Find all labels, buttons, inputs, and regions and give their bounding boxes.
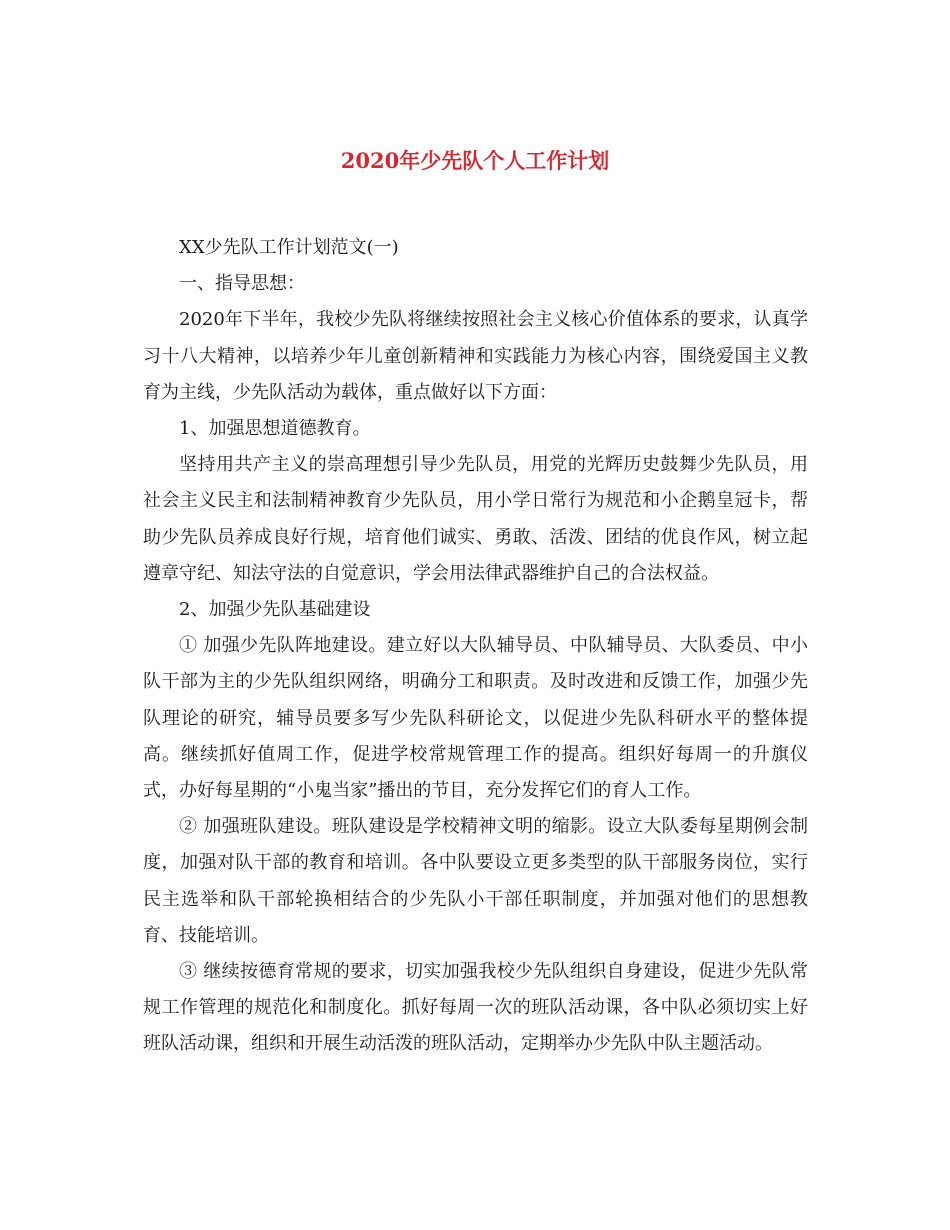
paragraph-item-3: ③ 继续按德育常规的要求，切实加强我校少先队组织自身建设，促进少先队常规工作管理的规范化和制度化。抓好每周一次的班队活动课，各中队必须切实上好班队活动课，组织和开展生动活泼的班队活动，定期举办少先队中队主题活动。 — [143, 961, 808, 1055]
document-title: 2020年少先队个人工作计划 — [340, 148, 610, 173]
document-body — [143, 230, 808, 1063]
paragraph-heading-basic-construction: 2、加强少先队基础建设 — [179, 599, 371, 621]
paragraph-subtitle: XX少先队工作计划范文(一) — [179, 237, 399, 258]
paragraph-heading-moral-education: 1、加强思想道德教育。 — [179, 418, 371, 440]
paragraph-moral-education: 坚持用共产主义的崇高理想引导少先队员，用党的光辉历史鼓舞少先队员，用社会主义民主和法制精神教育少先队员，用小学日常行为规范和小企鹅皇冠卡，帮助少先队员养成良好行规，培育他们诚实、勇敢、活泼、团结的优良作风，树立起遵章守纪、知法守法的自觉意识，学会用法律武器维护自己的合法权益。 — [143, 454, 808, 584]
paragraph-heading-guiding-thought: 一、指导思想： — [179, 273, 305, 295]
paragraph-item-1: ① 加强少先队阵地建设。建立好以大队辅导员、中队辅导员、大队委员、中小队干部为主的少先队组织网络，明确分工和职责。及时改进和反馈工作，加强少先队理论的研究，辅导员要多写少先队科研论文，以促进少先队科研水平的整体提高。继续抓好值周工作，促进学校常规管理工作的提高。组织好每周一的升旗仪式，办好每星期的“小鬼当家”播出的节目，充分发挥它们的育人工作。 — [143, 635, 808, 802]
paragraph-guiding-thought: 2020年下半年，我校少先队将继续按照社会主义核心价值体系的要求，认真学习十八大精神，以培养少年儿童创新精神和实践能力为核心内容，围绕爱国主义教育为主线，少先队活动为载体，重点做好以下方面： — [143, 309, 808, 403]
paragraph-item-2: ② 加强班队建设。班队建设是学校精神文明的缩影。设立大队委每星期例会制度，加强对队干部的教育和培训。各中队要设立更多类型的队干部服务岗位，实行民主选举和队干部轮换相结合的少先队小干部任职制度，并加强对他们的思想教育、技能培训。 — [143, 816, 808, 946]
